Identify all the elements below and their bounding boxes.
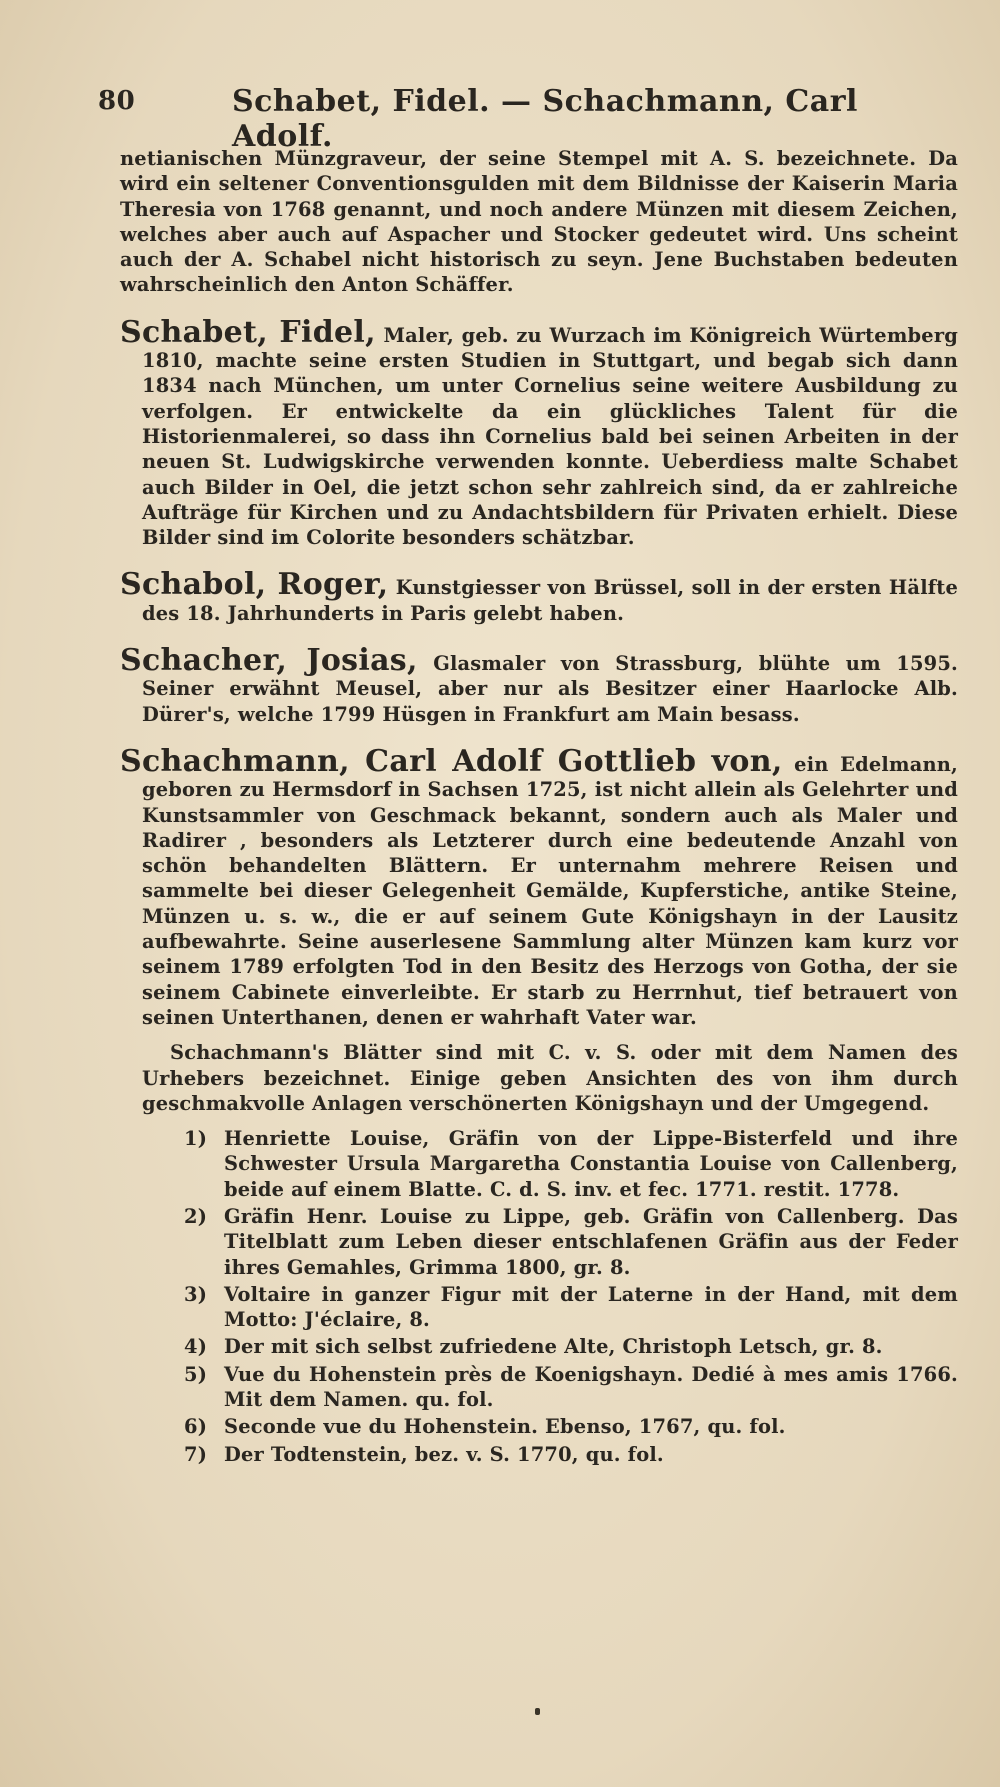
list-item <box>184 1442 958 1467</box>
list-item <box>184 1334 958 1359</box>
list-item <box>184 1204 958 1280</box>
list-text: Seconde vue du Hohenstein. Ebenso, 1767, qu. fol. <box>224 1415 786 1439</box>
entry-name: Schachmann, Carl Adolf Gottlieb von, <box>120 743 783 779</box>
list-text: Gräfin Henr. Louise zu Lippe, geb. Gräfin von Callenberg. Das Titelblatt zum Leben dieser entschlafenen Gräfin aus der Feder ihres Gemahles, Grimma 1800, gr. 8. <box>224 1204 958 1279</box>
list-text: Der mit sich selbst zufriedene Alte, Christoph Letsch, gr. 8. <box>224 1335 883 1359</box>
list-number: 5) <box>184 1362 208 1386</box>
entry-text: ein Edelmann, geboren zu Hermsdorf in Sachsen 1725, ist nicht allein als Gelehrter und Kunstsammler von Geschmack bekannt, sondern auch als Maler und Radirer , besonders als Letzterer durch eine bedeutende Anzahl von schön behandelten Blättern. Er unternahm mehrere Reisen und sammelte bei dieser Gelegenheit Gemälde, Kupferstiche, antike Steine, Münzen u. s. w., die er auf seinem Gute Königshayn in der Lausitz aufbewahrte. Seine auserlesene Sammlung alter Münzen kam kurz vor seinem 1789 erfolgten Tod in den Besitz des Herzogs von Gotha, der sie seinem Cabinete einverleibte. Er starb zu Herrnhut, tief betrauert von seinen Unterthanen, denen er wahrhaft Vater war. <box>142 752 958 1029</box>
entry-schabet <box>120 314 959 551</box>
list-number: 4) <box>184 1335 208 1359</box>
list-text: Voltaire in ganzer Figur mit der Laterne in der Hand, mit dem Motto: J'éclaire, 8. <box>224 1282 958 1332</box>
entry-name: Schacher, Josias, <box>120 643 418 679</box>
entry-text: Glasmaler von Strassburg, blühte um 1595. Seiner erwähnt Meusel, aber nur als Besitzer einer Haarlocke Alb. Dürer's, welche 1799 Hüsgen in Frankfurt am Main besass. <box>142 652 958 726</box>
list-number: 7) <box>184 1442 208 1466</box>
list-number: 1) <box>184 1127 208 1151</box>
list-text: Henriette Louise, Gräfin von der Lippe-Bisterfeld und ihre Schwester Ursula Margaretha Constantia Louise von Callenberg, beide auf einem Blatte. C. d. S. inv. et fec. 1771. restit. 1778. <box>224 1127 958 1201</box>
works-list <box>120 1126 958 1467</box>
entry-schabol <box>120 567 958 626</box>
page-number: 80 <box>98 86 136 116</box>
header-title: Schabet, Fidel. — Schachmann, Carl Adolf. <box>232 84 858 154</box>
list-item <box>184 1126 958 1202</box>
intro-paragraph: netianischen Münzgraveur, der seine Stempel mit A. S. bezeichnete. Da wird ein seltener Conventionsgulden mit dem Bildnisse der Kaiserin Maria Theresia von 1768 genannt, und noch andere Münzen mit diesem Zeichen, welches aber auch auf Aspacher und Stocker gedeutet wird. Uns scheint auch der A. Schabel nicht historisch zu seyn. Jene Buchstaben bedeuten wahrscheinlich den Anton Schäffer. <box>120 147 958 297</box>
entry-text: Maler, geb. zu Wurzach im Königreich Würtemberg 1810, machte seine ersten Studien in Stuttgart, und begab sich dann 1834 nach München, um unter Cornelius seine weitere Ausbildung zu verfolgen. Er entwickelte da ein glückliches Talent für die Historienmalerei, so dass ihn Cornelius bald bei seinen Arbeiten in der neuen St. Ludwigskirche verwenden konnte. Ueberdiess malte Schabet auch Bilder in Oel, die jetzt schon sehr zahlreich sind, da er zahlreiche Aufträge für Kirchen und zu Andachtsbildern für Privaten erhielt. Diese Bilder sind im Colorite besonders schätzbar. <box>142 323 959 550</box>
entry-name: Schabet, Fidel, <box>120 314 376 350</box>
list-number: 3) <box>184 1282 208 1306</box>
running-header <box>98 78 898 154</box>
ink-speck <box>535 1708 540 1715</box>
list-text: Der Todtenstein, bez. v. S. 1770, qu. fol. <box>224 1442 664 1466</box>
entry-text: Kunstgiesser von Brüssel, soll in der ersten Hälfte des 18. Jahrhunderts in Paris gelebt haben. <box>142 576 958 625</box>
works-paragraph: Schachmann's Blätter sind mit C. v. S. oder mit dem Namen des Urhebers bezeichnet. Einige geben Ansichten des von ihm durch geschmakvolle Anlagen verschönerten Königshayn und der Umgegend. <box>142 1041 958 1115</box>
page-body <box>120 146 958 1469</box>
list-number: 6) <box>184 1415 208 1439</box>
list-number: 2) <box>184 1204 208 1228</box>
entry-schachmann <box>120 743 958 1030</box>
entry-name: Schabol, Roger, <box>120 567 389 603</box>
list-item <box>184 1362 958 1413</box>
list-text: Vue du Hohenstein près de Koenigshayn. Dedié à mes amis 1766. Mit dem Namen. qu. fol. <box>224 1362 958 1412</box>
entry-schacher <box>120 643 958 727</box>
list-item <box>184 1414 958 1439</box>
list-item <box>184 1282 958 1333</box>
